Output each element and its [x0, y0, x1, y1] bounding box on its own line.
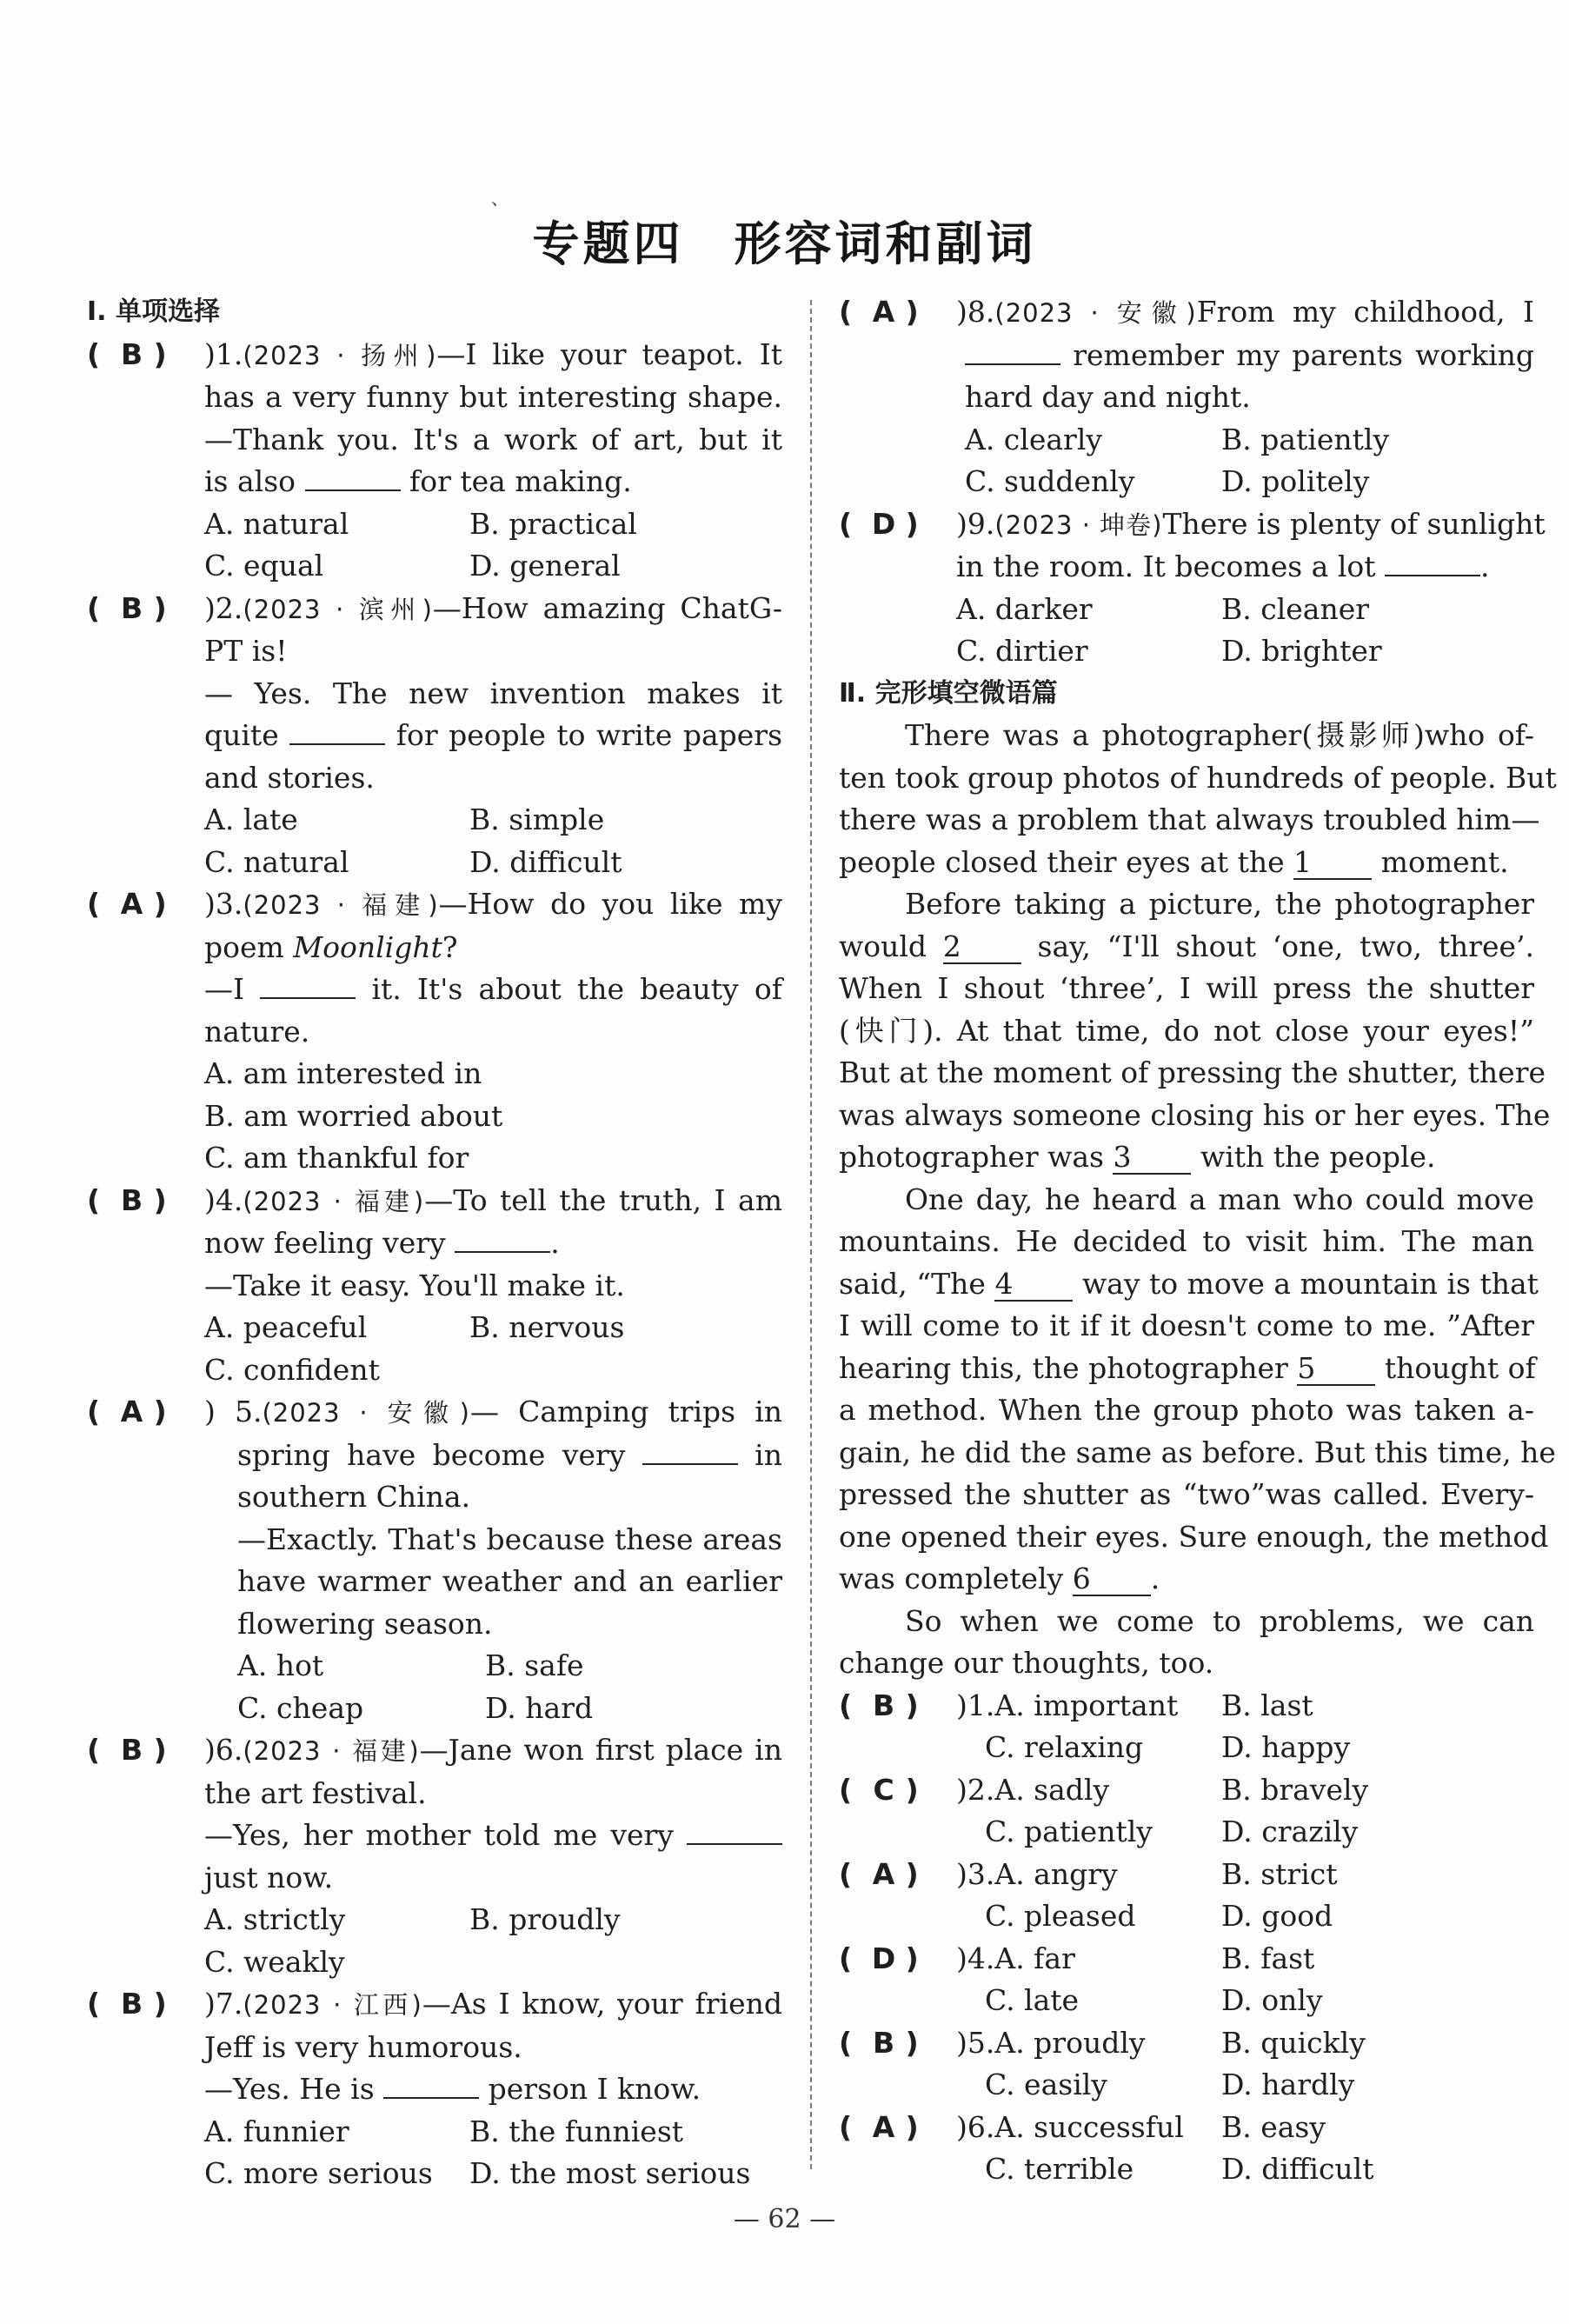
answer-4: B: [121, 1182, 143, 1217]
answer-1: B: [121, 336, 143, 371]
page-title: 专题四 形容词和副词: [532, 216, 1037, 271]
answer-blank: [289, 717, 385, 745]
right-column: [839, 291, 1557, 2191]
option: D. crazily: [1221, 1815, 1359, 1848]
question-6: ( B ) )6.(2023 · 福建)—Jane won first place in the art festival. —Yes, her mother told me very just now. A. strictly B. proudly C. weakly: [87, 1729, 782, 1983]
option: A. peaceful: [204, 1310, 368, 1344]
option: C. equal: [204, 549, 324, 583]
option: C. cheap: [237, 1690, 364, 1725]
option: A. proudly: [994, 2025, 1146, 2060]
option: C. dirtier: [956, 634, 1088, 668]
option: B. practical: [469, 506, 637, 541]
question-1: ( B ) )1.(2023 · 扬州)—I like your teapot. It has a very funny but interesting shape. —Thank you. It's a work of art, but it is also for tea making. A. natural B. practical C. equal D. general: [87, 334, 782, 588]
option: A. successful: [994, 2109, 1184, 2144]
answer-blank: [965, 337, 1060, 365]
option: C. suddenly: [965, 464, 1135, 498]
option: B. proudly: [469, 1902, 621, 1936]
question-2: ( B ) )2.(2023 · 滨州)—How amazing ChatG- PT is! — Yes. The new invention makes it quite for people to write papers and stories. A. late B. simple C. natural D. difficult: [87, 588, 782, 884]
answer-blank: [305, 463, 401, 491]
answer-5: A: [120, 1395, 143, 1428]
cloze-passage: There was a photographer(摄影师)who of- ten took group photos of hundreds of people. But there was a problem that always troubled him— people closed their eyes at the 1 moment. Before taking a picture, the photographer would 2 say, “I'll shout ‘one, two, three’. When I shout ‘three’, I will press the shutter (快门). At that time, do not close your eyes!” But at the moment of pressing the shutter, there was always someone closing his or her eyes. The photographer was 3 with the people. One day, he heard a man who could move mountains. He decided to visit him. The man said, “The 4 way to move a mountain is that I will come to it if it doesn't come to me. ”After hearing this, the photographer 5 thought of a method. When the group photo was taken a- gain, he did the same as before. But this time, he pressed the shutter as “two”was called. Every- one opened their eyes. Sure enough, the method was completely 6 . So when we come to problems, we can change our thoughts, too.: [839, 718, 1557, 1680]
cloze-question-3: ( A ) )3.A. angry B. strict C. pleased D. good: [839, 1854, 1534, 1938]
option: C. more serious: [204, 2156, 433, 2190]
left-column: [87, 291, 782, 2195]
option: D. hardly: [1221, 2068, 1355, 2101]
cloze-answer-6: A: [872, 2109, 895, 2144]
cloze-questions: [839, 1685, 1534, 2191]
question-5: ( A ) ) 5.(2023 · 安徽)— Camping trips in spring have become very in southern China. —Exactly. That's because these areas have warmer weather and an earlier flowering season. A. hot B. safe C. cheap D. hard: [87, 1391, 782, 1729]
answer-2: B: [121, 590, 143, 625]
option: C. relaxing: [985, 1730, 1144, 1764]
option: B. quickly: [1221, 2025, 1366, 2060]
answer-7: B: [121, 1987, 143, 2021]
option: C. late: [985, 1983, 1080, 2017]
option: B. the funniest: [469, 2114, 684, 2148]
option: D. difficult: [469, 844, 622, 879]
question-9: ( D ) )9.(2023 · 坤卷)There is plenty of sunlight in the room. It becomes a lot . A. darker B. cleaner C. dirtier D. brighter: [839, 503, 1534, 673]
option: A. important: [994, 1688, 1179, 1722]
option: D. politely: [1221, 464, 1370, 498]
cloze-answer-4: D: [871, 1941, 896, 1975]
cloze-blank-2: 2: [943, 931, 1021, 964]
cloze-blank-6: 6: [1073, 1563, 1151, 1596]
option: C. weakly: [204, 1944, 345, 1979]
option: B. bravely: [1221, 1772, 1369, 1807]
option: D. good: [1221, 1899, 1333, 1933]
title-mark: 、: [491, 188, 509, 209]
option: C. easily: [985, 2068, 1107, 2101]
option: A. darker: [956, 591, 1093, 626]
option: D. brighter: [1221, 634, 1382, 668]
option: B. easy: [1221, 2109, 1326, 2144]
cloze-question-5: ( B ) )5.A. proudly B. quickly C. easily D. hardly: [839, 2022, 1534, 2107]
option: A. strictly: [204, 1902, 346, 1936]
option: B. simple: [469, 802, 605, 836]
answer-8: A: [872, 295, 895, 329]
answer-6: B: [121, 1733, 143, 1767]
option: A. funnier: [204, 2114, 349, 2148]
cloze-answer-5: B: [873, 2025, 895, 2060]
option: D. hard: [485, 1690, 594, 1725]
cloze-answer-2: C: [873, 1772, 894, 1807]
option: B. patiently: [1221, 422, 1390, 456]
option: A. angry: [994, 1856, 1118, 1891]
column-divider: [810, 300, 812, 2169]
option: B. strict: [1221, 1856, 1338, 1891]
answer-blank: [642, 1437, 738, 1465]
option: C. pleased: [985, 1899, 1136, 1933]
option: C. terrible: [985, 2152, 1134, 2186]
cloze-blank-3: 3: [1113, 1142, 1191, 1175]
cloze-answer-3: A: [872, 1856, 895, 1891]
question-7: ( B ) )7.(2023 · 江西)—As I know, your friend Jeff is very humorous. —Yes. He is person I know. A. funnier B. the funniest C. more serious D. the most serious: [87, 1983, 782, 2195]
option: A. am interested in: [204, 1056, 482, 1090]
option: B. last: [1221, 1688, 1313, 1722]
page-number: — 62 —: [733, 2204, 836, 2234]
option: A. hot: [237, 1648, 324, 1682]
option: D. the most serious: [469, 2156, 751, 2190]
cloze-answer-1: B: [873, 1688, 895, 1722]
option: B. safe: [485, 1648, 584, 1682]
answer-blank: [260, 971, 356, 999]
option: D. general: [469, 549, 621, 583]
cloze-question-4: ( D ) )4.A. far B. fast C. late D. only: [839, 1938, 1534, 2022]
option: A. late: [204, 802, 298, 836]
cloze-question-2: ( C ) )2.A. sadly B. bravely C. patiently D. crazily: [839, 1769, 1534, 1854]
option: B. fast: [1221, 1941, 1315, 1975]
answer-blank: [687, 1817, 782, 1845]
cloze-blank-4: 4: [994, 1269, 1073, 1302]
cloze-blank-5: 5: [1297, 1353, 1375, 1386]
question-8: ( A ) )8.(2023 · 安徽)From my childhood, I remember my parents working hard day and night. A. clearly B. patiently C. suddenly D. politely: [839, 291, 1534, 503]
option: C. patiently: [985, 1815, 1153, 1848]
option: B. am worried about: [204, 1098, 503, 1133]
option: C. confident: [204, 1352, 380, 1387]
question-4: ( B ) )4.(2023 · 福建)—To tell the truth, I am now feeling very . —Take it easy. You'll make it. A. peaceful B. nervous C. confident: [87, 1180, 782, 1392]
option: D. difficult: [1221, 2152, 1374, 2186]
cloze-question-6: ( A ) )6.A. successful B. easy C. terrible D. difficult: [839, 2107, 1534, 2191]
option: A. clearly: [965, 422, 1103, 456]
answer-blank: [455, 1225, 550, 1253]
option: C. am thankful for: [204, 1141, 469, 1175]
answer-9: D: [871, 506, 896, 541]
option: B. cleaner: [1221, 591, 1370, 626]
option: D. happy: [1221, 1730, 1351, 1764]
answer-blank: [383, 2071, 479, 2099]
option: A. sadly: [994, 1772, 1110, 1807]
section-heading-single-choice: Ⅰ. 单项选择: [87, 296, 221, 327]
poem-title: Moonlight: [293, 929, 442, 964]
answer-3: A: [120, 887, 143, 921]
question-3: ( A ) )3.(2023 · 福建)—How do you like my poem Moonlight? —I it. It's about the beauty of nature. A. am interested in B. am worried about C. am thankful for: [87, 883, 782, 1180]
option: A. natural: [204, 506, 349, 541]
cloze-blank-1: 1: [1293, 847, 1372, 880]
option: C. natural: [204, 844, 349, 879]
option: A. far: [994, 1941, 1075, 1975]
option: B. nervous: [469, 1310, 625, 1344]
section-heading-cloze: Ⅱ. 完形填空微语篇: [839, 677, 1058, 709]
answer-blank: [1385, 549, 1480, 576]
cloze-question-1: ( B ) )1.A. important B. last C. relaxing D. happy: [839, 1685, 1534, 1769]
option: D. only: [1221, 1983, 1323, 2017]
